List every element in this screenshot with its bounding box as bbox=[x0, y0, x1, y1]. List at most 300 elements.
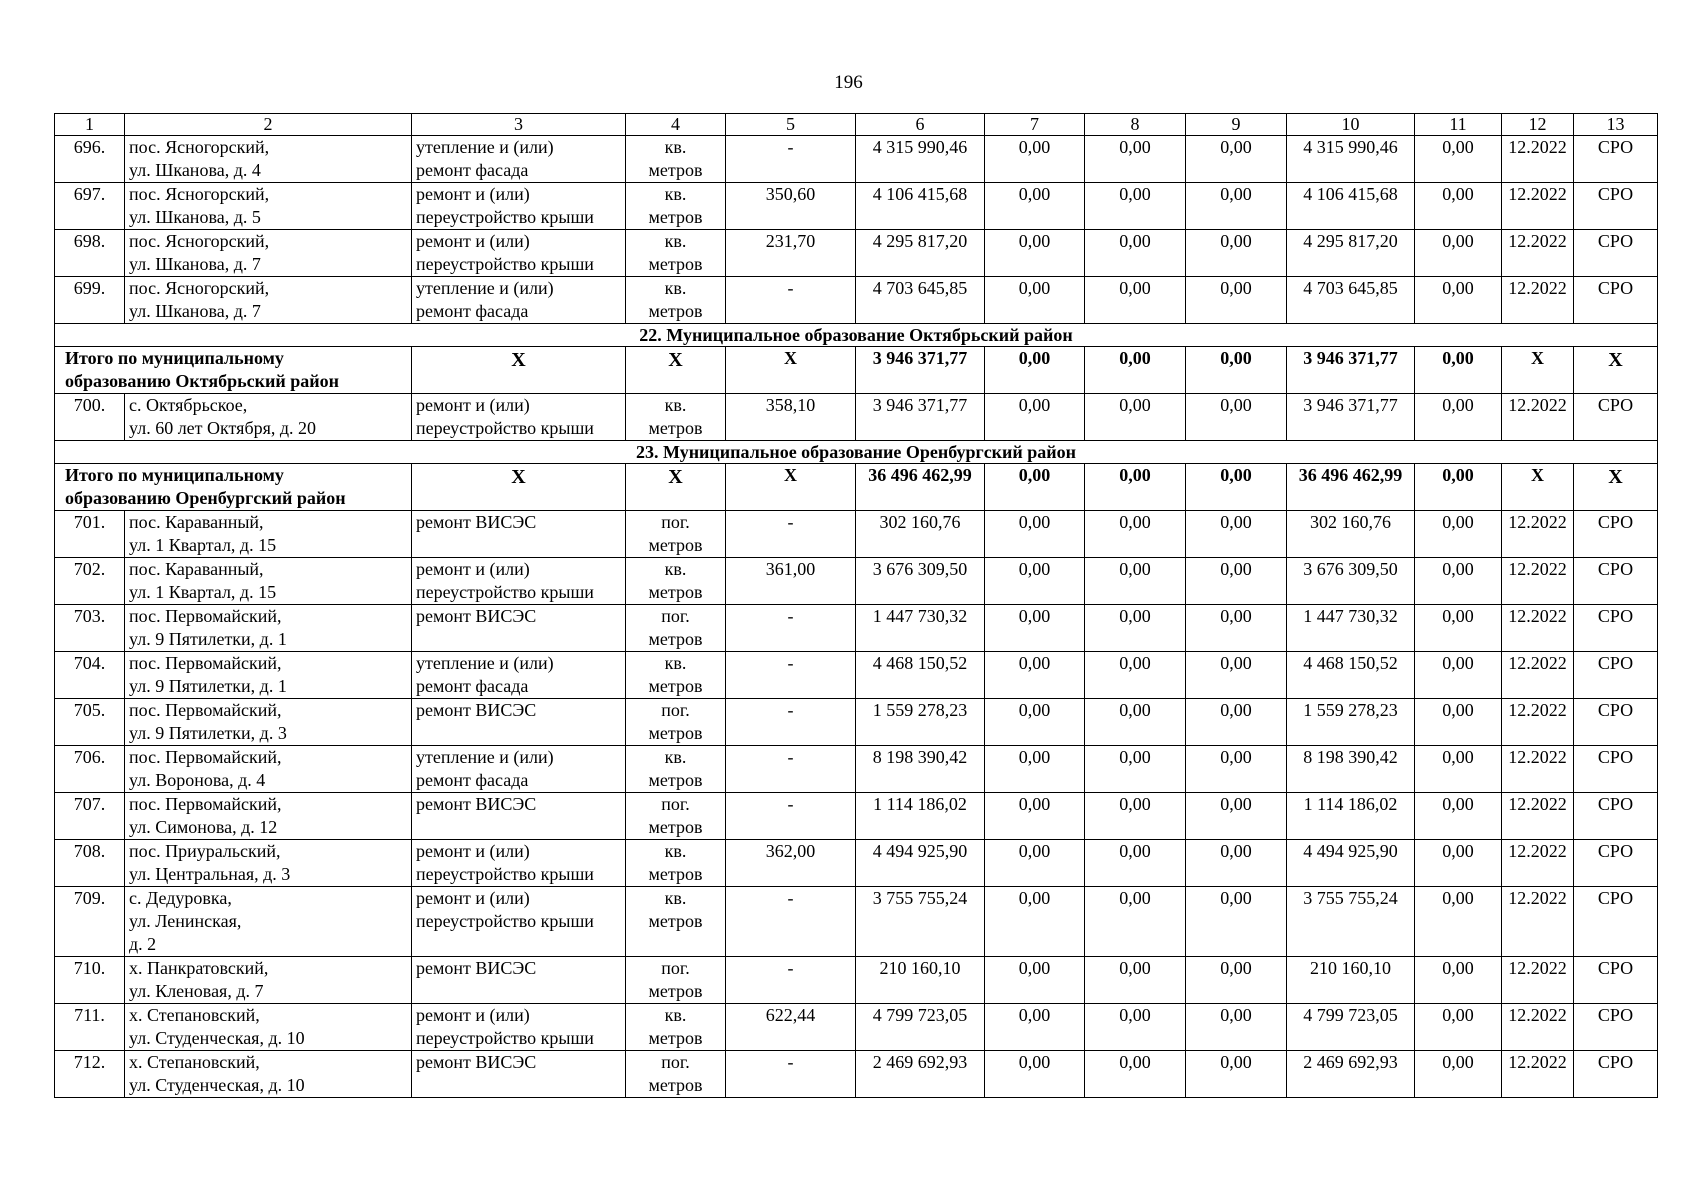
unit-line: кв. bbox=[664, 231, 687, 251]
column-number: 11 bbox=[1415, 114, 1502, 136]
row-number: 710. bbox=[55, 957, 125, 1004]
work-type-cell bbox=[412, 277, 626, 324]
cell-c13: СРО bbox=[1574, 793, 1658, 840]
table-row bbox=[55, 793, 1658, 840]
cell-c5: - bbox=[726, 887, 856, 957]
cell-c8: 0,00 bbox=[1085, 277, 1186, 324]
work-type-line: переустройство крыши bbox=[416, 582, 594, 602]
address-cell bbox=[125, 1051, 412, 1098]
unit-cell bbox=[626, 887, 726, 957]
cell-c13: СРО bbox=[1574, 957, 1658, 1004]
row-number: 706. bbox=[55, 746, 125, 793]
cell-c6: 1 114 186,02 bbox=[856, 793, 985, 840]
cell-c9: 0,00 bbox=[1186, 136, 1287, 183]
work-type-line: переустройство крыши bbox=[416, 911, 594, 931]
address-cell bbox=[125, 1004, 412, 1051]
column-number: 1 bbox=[55, 114, 125, 136]
cell-c9: 0,00 bbox=[1186, 1004, 1287, 1051]
cell-c9: 0,00 bbox=[1186, 558, 1287, 605]
unit-line: метров bbox=[648, 1075, 703, 1095]
unit-cell bbox=[626, 840, 726, 887]
cell-c7: 0,00 bbox=[985, 699, 1085, 746]
cell-c11: 0,00 bbox=[1415, 699, 1502, 746]
cell-col3: Х bbox=[412, 347, 626, 394]
cell-c8: 0,00 bbox=[1085, 840, 1186, 887]
cell-c9: 0,00 bbox=[1186, 699, 1287, 746]
row-number: 700. bbox=[55, 394, 125, 441]
cell-c5: - bbox=[726, 277, 856, 324]
cell-c8: 0,00 bbox=[1085, 887, 1186, 957]
column-number: 9 bbox=[1186, 114, 1287, 136]
cell-c10: 3 755 755,24 bbox=[1287, 887, 1415, 957]
subtotal-label-line: образованию Оренбургский район bbox=[65, 488, 346, 508]
cell-c11: 0,00 bbox=[1415, 394, 1502, 441]
column-number: 10 bbox=[1287, 114, 1415, 136]
address-line: ул. 9 Пятилетки, д. 1 bbox=[129, 629, 287, 649]
row-number: 698. bbox=[55, 230, 125, 277]
cell-c5: 622,44 bbox=[726, 1004, 856, 1051]
cell-c8: 0,00 bbox=[1085, 699, 1186, 746]
work-type-line: ремонт и (или) bbox=[416, 395, 530, 415]
cell-c13: СРО bbox=[1574, 1004, 1658, 1051]
work-type-line: переустройство крыши bbox=[416, 207, 594, 227]
cell-c5: 231,70 bbox=[726, 230, 856, 277]
work-type-cell bbox=[412, 1051, 626, 1098]
cell-c8: 0,00 bbox=[1085, 793, 1186, 840]
column-number: 8 bbox=[1085, 114, 1186, 136]
address-cell bbox=[125, 136, 412, 183]
work-type-line: ремонт и (или) bbox=[416, 231, 530, 251]
address-line: ул. Шканова, д. 4 bbox=[129, 160, 261, 180]
cell-c10: 4 799 723,05 bbox=[1287, 1004, 1415, 1051]
unit-line: пог. bbox=[661, 1052, 690, 1072]
cell-col4: Х bbox=[626, 347, 726, 394]
work-type-cell bbox=[412, 840, 626, 887]
cell-c7: 0,00 bbox=[985, 793, 1085, 840]
cell-c10: 302 160,76 bbox=[1287, 511, 1415, 558]
cell-c9: 0,00 bbox=[1186, 957, 1287, 1004]
unit-line: метров bbox=[648, 723, 703, 743]
cell-c7: 0,00 bbox=[985, 840, 1085, 887]
address-line: с. Октябрьское, bbox=[129, 395, 248, 415]
cell-c5: 361,00 bbox=[726, 558, 856, 605]
cell-c11: 0,00 bbox=[1415, 887, 1502, 957]
cell-c12: 12.2022 bbox=[1502, 1004, 1574, 1051]
address-cell bbox=[125, 558, 412, 605]
cell-c10: 3 946 371,77 bbox=[1287, 394, 1415, 441]
cell-c7: 0,00 bbox=[985, 652, 1085, 699]
cell-c12: 12.2022 bbox=[1502, 511, 1574, 558]
column-number: 7 bbox=[985, 114, 1085, 136]
cell-c11: 0,00 bbox=[1415, 464, 1502, 511]
work-type-line: переустройство крыши bbox=[416, 864, 594, 884]
work-type-cell bbox=[412, 652, 626, 699]
unit-cell bbox=[626, 136, 726, 183]
row-number: 697. bbox=[55, 183, 125, 230]
cell-c12: 12.2022 bbox=[1502, 136, 1574, 183]
section-title: 22. Муниципальное образование Октябрьский район bbox=[55, 324, 1658, 347]
cell-c10: 3 676 309,50 bbox=[1287, 558, 1415, 605]
cell-c12: Х bbox=[1502, 347, 1574, 394]
cell-c13: СРО bbox=[1574, 605, 1658, 652]
cell-c10: 4 106 415,68 bbox=[1287, 183, 1415, 230]
cell-c8: 0,00 bbox=[1085, 347, 1186, 394]
work-type-line: ремонт ВИСЭС bbox=[416, 512, 537, 532]
cell-c11: 0,00 bbox=[1415, 957, 1502, 1004]
cell-c13: СРО bbox=[1574, 746, 1658, 793]
unit-cell bbox=[626, 277, 726, 324]
work-type-cell bbox=[412, 957, 626, 1004]
cell-c10: 4 494 925,90 bbox=[1287, 840, 1415, 887]
unit-line: кв. bbox=[664, 395, 687, 415]
column-number-row bbox=[55, 114, 1658, 136]
cell-c10: 4 468 150,52 bbox=[1287, 652, 1415, 699]
table-row bbox=[55, 652, 1658, 699]
cell-c7: 0,00 bbox=[985, 394, 1085, 441]
unit-line: метров bbox=[648, 911, 703, 931]
cell-c9: 0,00 bbox=[1186, 840, 1287, 887]
cell-c7: 0,00 bbox=[985, 347, 1085, 394]
unit-line: кв. bbox=[664, 653, 687, 673]
address-line: х. Степановский, bbox=[129, 1005, 260, 1025]
address-cell bbox=[125, 887, 412, 957]
cell-c8: 0,00 bbox=[1085, 1051, 1186, 1098]
cell-c9: 0,00 bbox=[1186, 746, 1287, 793]
cell-c9: 0,00 bbox=[1186, 605, 1287, 652]
cell-c13: СРО bbox=[1574, 183, 1658, 230]
unit-line: кв. bbox=[664, 278, 687, 298]
cell-c9: 0,00 bbox=[1186, 394, 1287, 441]
work-type-cell bbox=[412, 746, 626, 793]
unit-cell bbox=[626, 1051, 726, 1098]
unit-cell bbox=[626, 558, 726, 605]
unit-line: кв. bbox=[664, 184, 687, 204]
cell-c7: 0,00 bbox=[985, 230, 1085, 277]
unit-cell bbox=[626, 793, 726, 840]
subtotal-label bbox=[55, 347, 412, 394]
cell-c5: 358,10 bbox=[726, 394, 856, 441]
cell-c11: 0,00 bbox=[1415, 347, 1502, 394]
unit-line: метров bbox=[648, 418, 703, 438]
work-type-line: ремонт фасада bbox=[416, 160, 529, 180]
cell-c9: 0,00 bbox=[1186, 793, 1287, 840]
table-row bbox=[55, 699, 1658, 746]
table-row bbox=[55, 230, 1658, 277]
work-type-line: ремонт и (или) bbox=[416, 1005, 530, 1025]
address-line: пос. Караванный, bbox=[129, 512, 264, 532]
work-type-line: переустройство крыши bbox=[416, 254, 594, 274]
work-type-cell bbox=[412, 136, 626, 183]
cell-c8: 0,00 bbox=[1085, 464, 1186, 511]
cell-c11: 0,00 bbox=[1415, 840, 1502, 887]
cell-c9: 0,00 bbox=[1186, 464, 1287, 511]
work-type-line: утепление и (или) bbox=[416, 747, 554, 767]
work-type-cell bbox=[412, 183, 626, 230]
unit-cell bbox=[626, 699, 726, 746]
cell-c11: 0,00 bbox=[1415, 230, 1502, 277]
address-line: ул. Шканова, д. 7 bbox=[129, 301, 261, 321]
cell-c8: 0,00 bbox=[1085, 394, 1186, 441]
address-line: ул. Студенческая, д. 10 bbox=[129, 1028, 305, 1048]
cell-c10: 3 946 371,77 bbox=[1287, 347, 1415, 394]
unit-cell bbox=[626, 605, 726, 652]
address-cell bbox=[125, 793, 412, 840]
row-number: 709. bbox=[55, 887, 125, 957]
address-line: ул. 9 Пятилетки, д. 3 bbox=[129, 723, 287, 743]
address-line: пос. Ясногорский, bbox=[129, 137, 270, 157]
cell-c5: - bbox=[726, 136, 856, 183]
work-type-cell bbox=[412, 394, 626, 441]
cell-c9: 0,00 bbox=[1186, 511, 1287, 558]
unit-line: метров bbox=[648, 535, 703, 555]
table-row bbox=[55, 840, 1658, 887]
row-number: 704. bbox=[55, 652, 125, 699]
table-row bbox=[55, 1004, 1658, 1051]
cell-c10: 210 160,10 bbox=[1287, 957, 1415, 1004]
address-cell bbox=[125, 746, 412, 793]
cell-c7: 0,00 bbox=[985, 1004, 1085, 1051]
cell-c12: 12.2022 bbox=[1502, 230, 1574, 277]
address-line: ул. Ленинская, bbox=[129, 911, 242, 931]
unit-line: кв. bbox=[664, 137, 687, 157]
cell-c8: 0,00 bbox=[1085, 230, 1186, 277]
address-line: пос. Первомайский, bbox=[129, 700, 282, 720]
unit-line: метров bbox=[648, 864, 703, 884]
cell-c5: - bbox=[726, 957, 856, 1004]
unit-line: метров bbox=[648, 301, 703, 321]
cell-c10: 1 114 186,02 bbox=[1287, 793, 1415, 840]
cell-c13: СРО bbox=[1574, 230, 1658, 277]
address-line: с. Дедуровка, bbox=[129, 888, 232, 908]
unit-line: метров bbox=[648, 981, 703, 1001]
unit-line: метров bbox=[648, 629, 703, 649]
unit-line: пог. bbox=[661, 794, 690, 814]
address-line: пос. Караванный, bbox=[129, 559, 264, 579]
cell-c5: - bbox=[726, 746, 856, 793]
table-row bbox=[55, 605, 1658, 652]
cell-c7: 0,00 bbox=[985, 464, 1085, 511]
table-row bbox=[55, 746, 1658, 793]
unit-line: метров bbox=[648, 817, 703, 837]
cell-c11: 0,00 bbox=[1415, 136, 1502, 183]
unit-cell bbox=[626, 183, 726, 230]
address-line: пос. Первомайский, bbox=[129, 794, 282, 814]
cell-col3: Х bbox=[412, 464, 626, 511]
subtotal-row bbox=[55, 347, 1658, 394]
subtotal-label-line: образованию Октябрьский район bbox=[65, 371, 340, 391]
cell-c6: 4 703 645,85 bbox=[856, 277, 985, 324]
address-cell bbox=[125, 605, 412, 652]
row-number: 708. bbox=[55, 840, 125, 887]
cell-c11: 0,00 bbox=[1415, 558, 1502, 605]
cell-c6: 4 295 817,20 bbox=[856, 230, 985, 277]
work-type-line: ремонт и (или) bbox=[416, 841, 530, 861]
work-type-line: ремонт ВИСЭС bbox=[416, 794, 537, 814]
cell-c6: 210 160,10 bbox=[856, 957, 985, 1004]
address-line: ул. Центральная, д. 3 bbox=[129, 864, 291, 884]
row-number: 696. bbox=[55, 136, 125, 183]
cell-c10: 4 315 990,46 bbox=[1287, 136, 1415, 183]
cell-c12: 12.2022 bbox=[1502, 699, 1574, 746]
cell-c9: 0,00 bbox=[1186, 230, 1287, 277]
cell-c9: 0,00 bbox=[1186, 1051, 1287, 1098]
cell-c13: СРО bbox=[1574, 511, 1658, 558]
row-number: 712. bbox=[55, 1051, 125, 1098]
work-type-line: ремонт ВИСЭС bbox=[416, 700, 537, 720]
cell-c7: 0,00 bbox=[985, 957, 1085, 1004]
cell-c6: 1 559 278,23 bbox=[856, 699, 985, 746]
column-number: 12 bbox=[1502, 114, 1574, 136]
work-type-line: ремонт и (или) bbox=[416, 888, 530, 908]
cell-c6: 302 160,76 bbox=[856, 511, 985, 558]
cell-c8: 0,00 bbox=[1085, 957, 1186, 1004]
column-number: 6 bbox=[856, 114, 985, 136]
work-type-cell bbox=[412, 887, 626, 957]
address-line: пос. Ясногорский, bbox=[129, 278, 270, 298]
row-number: 701. bbox=[55, 511, 125, 558]
cell-c12: 12.2022 bbox=[1502, 652, 1574, 699]
work-type-cell bbox=[412, 511, 626, 558]
address-line: ул. Шканова, д. 5 bbox=[129, 207, 261, 227]
page-number: 196 bbox=[834, 72, 863, 93]
cell-c10: 1 447 730,32 bbox=[1287, 605, 1415, 652]
unit-cell bbox=[626, 230, 726, 277]
unit-line: пог. bbox=[661, 700, 690, 720]
cell-c6: 8 198 390,42 bbox=[856, 746, 985, 793]
address-cell bbox=[125, 277, 412, 324]
cell-c5: - bbox=[726, 511, 856, 558]
address-line: ул. 1 Квартал, д. 15 bbox=[129, 535, 277, 555]
cell-c11: 0,00 bbox=[1415, 793, 1502, 840]
address-line: ул. Шканова, д. 7 bbox=[129, 254, 261, 274]
cell-c13: СРО bbox=[1574, 840, 1658, 887]
address-cell bbox=[125, 652, 412, 699]
cell-c11: 0,00 bbox=[1415, 1004, 1502, 1051]
address-line: пос. Первомайский, bbox=[129, 747, 282, 767]
cell-c8: 0,00 bbox=[1085, 558, 1186, 605]
cell-c8: 0,00 bbox=[1085, 746, 1186, 793]
unit-line: кв. bbox=[664, 841, 687, 861]
work-type-line: переустройство крыши bbox=[416, 1028, 594, 1048]
unit-cell bbox=[626, 746, 726, 793]
address-cell bbox=[125, 840, 412, 887]
cell-c7: 0,00 bbox=[985, 887, 1085, 957]
cell-c11: 0,00 bbox=[1415, 277, 1502, 324]
row-number: 707. bbox=[55, 793, 125, 840]
cell-c5: - bbox=[726, 699, 856, 746]
cell-c13: Х bbox=[1574, 464, 1658, 511]
unit-line: метров bbox=[648, 254, 703, 274]
table-body bbox=[55, 114, 1658, 1098]
address-cell bbox=[125, 957, 412, 1004]
unit-cell bbox=[626, 652, 726, 699]
cell-c6: 4 799 723,05 bbox=[856, 1004, 985, 1051]
cell-c5: 362,00 bbox=[726, 840, 856, 887]
cell-c5: - bbox=[726, 793, 856, 840]
row-number: 711. bbox=[55, 1004, 125, 1051]
address-line: х. Панкратовский, bbox=[129, 958, 269, 978]
unit-line: метров bbox=[648, 582, 703, 602]
cell-c7: 0,00 bbox=[985, 183, 1085, 230]
cell-c10: 2 469 692,93 bbox=[1287, 1051, 1415, 1098]
cell-c8: 0,00 bbox=[1085, 511, 1186, 558]
column-number: 4 bbox=[626, 114, 726, 136]
unit-line: метров bbox=[648, 770, 703, 790]
cell-c7: 0,00 bbox=[985, 605, 1085, 652]
cell-c9: 0,00 bbox=[1186, 183, 1287, 230]
address-cell bbox=[125, 511, 412, 558]
section-title: 23. Муниципальное образование Оренбургский район bbox=[55, 441, 1658, 464]
cell-c5: - bbox=[726, 1051, 856, 1098]
cell-c7: 0,00 bbox=[985, 511, 1085, 558]
address-line: пос. Ясногорский, bbox=[129, 184, 270, 204]
cell-c6: 4 315 990,46 bbox=[856, 136, 985, 183]
work-type-line: утепление и (или) bbox=[416, 278, 554, 298]
column-number: 3 bbox=[412, 114, 626, 136]
cell-c6: 1 447 730,32 bbox=[856, 605, 985, 652]
cell-c13: СРО bbox=[1574, 652, 1658, 699]
unit-line: метров bbox=[648, 207, 703, 227]
cell-c7: 0,00 bbox=[985, 746, 1085, 793]
subtotal-label-line: Итого по муниципальному bbox=[65, 348, 284, 368]
table-row bbox=[55, 1051, 1658, 1098]
work-type-line: переустройство крыши bbox=[416, 418, 594, 438]
address-line: ул. 1 Квартал, д. 15 bbox=[129, 582, 277, 602]
cell-c7: 0,00 bbox=[985, 558, 1085, 605]
address-cell bbox=[125, 183, 412, 230]
unit-line: кв. bbox=[664, 888, 687, 908]
cell-c8: 0,00 bbox=[1085, 136, 1186, 183]
table-row bbox=[55, 887, 1658, 957]
cell-c10: 4 295 817,20 bbox=[1287, 230, 1415, 277]
cell-col4: Х bbox=[626, 464, 726, 511]
row-number: 699. bbox=[55, 277, 125, 324]
table-row bbox=[55, 511, 1658, 558]
work-type-cell bbox=[412, 699, 626, 746]
row-number: 705. bbox=[55, 699, 125, 746]
table-row bbox=[55, 183, 1658, 230]
address-line: пос. Приуральский, bbox=[129, 841, 281, 861]
cell-c5: - bbox=[726, 652, 856, 699]
cell-c9: 0,00 bbox=[1186, 277, 1287, 324]
cell-c12: 12.2022 bbox=[1502, 840, 1574, 887]
cell-c12: 12.2022 bbox=[1502, 277, 1574, 324]
unit-cell bbox=[626, 511, 726, 558]
cell-c8: 0,00 bbox=[1085, 1004, 1186, 1051]
cell-c11: 0,00 bbox=[1415, 183, 1502, 230]
column-number: 2 bbox=[125, 114, 412, 136]
cell-c10: 36 496 462,99 bbox=[1287, 464, 1415, 511]
cell-c12: 12.2022 bbox=[1502, 605, 1574, 652]
table-row bbox=[55, 558, 1658, 605]
work-type-line: ремонт ВИСЭС bbox=[416, 1052, 537, 1072]
work-type-line: ремонт ВИСЭС bbox=[416, 958, 537, 978]
cell-c11: 0,00 bbox=[1415, 746, 1502, 793]
work-type-cell bbox=[412, 558, 626, 605]
cell-c12: 12.2022 bbox=[1502, 887, 1574, 957]
address-line: ул. 60 лет Октября, д. 20 bbox=[129, 418, 317, 438]
cell-c6: 4 106 415,68 bbox=[856, 183, 985, 230]
unit-line: кв. bbox=[664, 747, 687, 767]
unit-line: кв. bbox=[664, 559, 687, 579]
subtotal-row bbox=[55, 464, 1658, 511]
address-line: ул. Студенческая, д. 10 bbox=[129, 1075, 305, 1095]
cell-c11: 0,00 bbox=[1415, 1051, 1502, 1098]
cell-c12: 12.2022 bbox=[1502, 558, 1574, 605]
unit-line: метров bbox=[648, 676, 703, 696]
cell-c13: СРО bbox=[1574, 136, 1658, 183]
table-row bbox=[55, 957, 1658, 1004]
